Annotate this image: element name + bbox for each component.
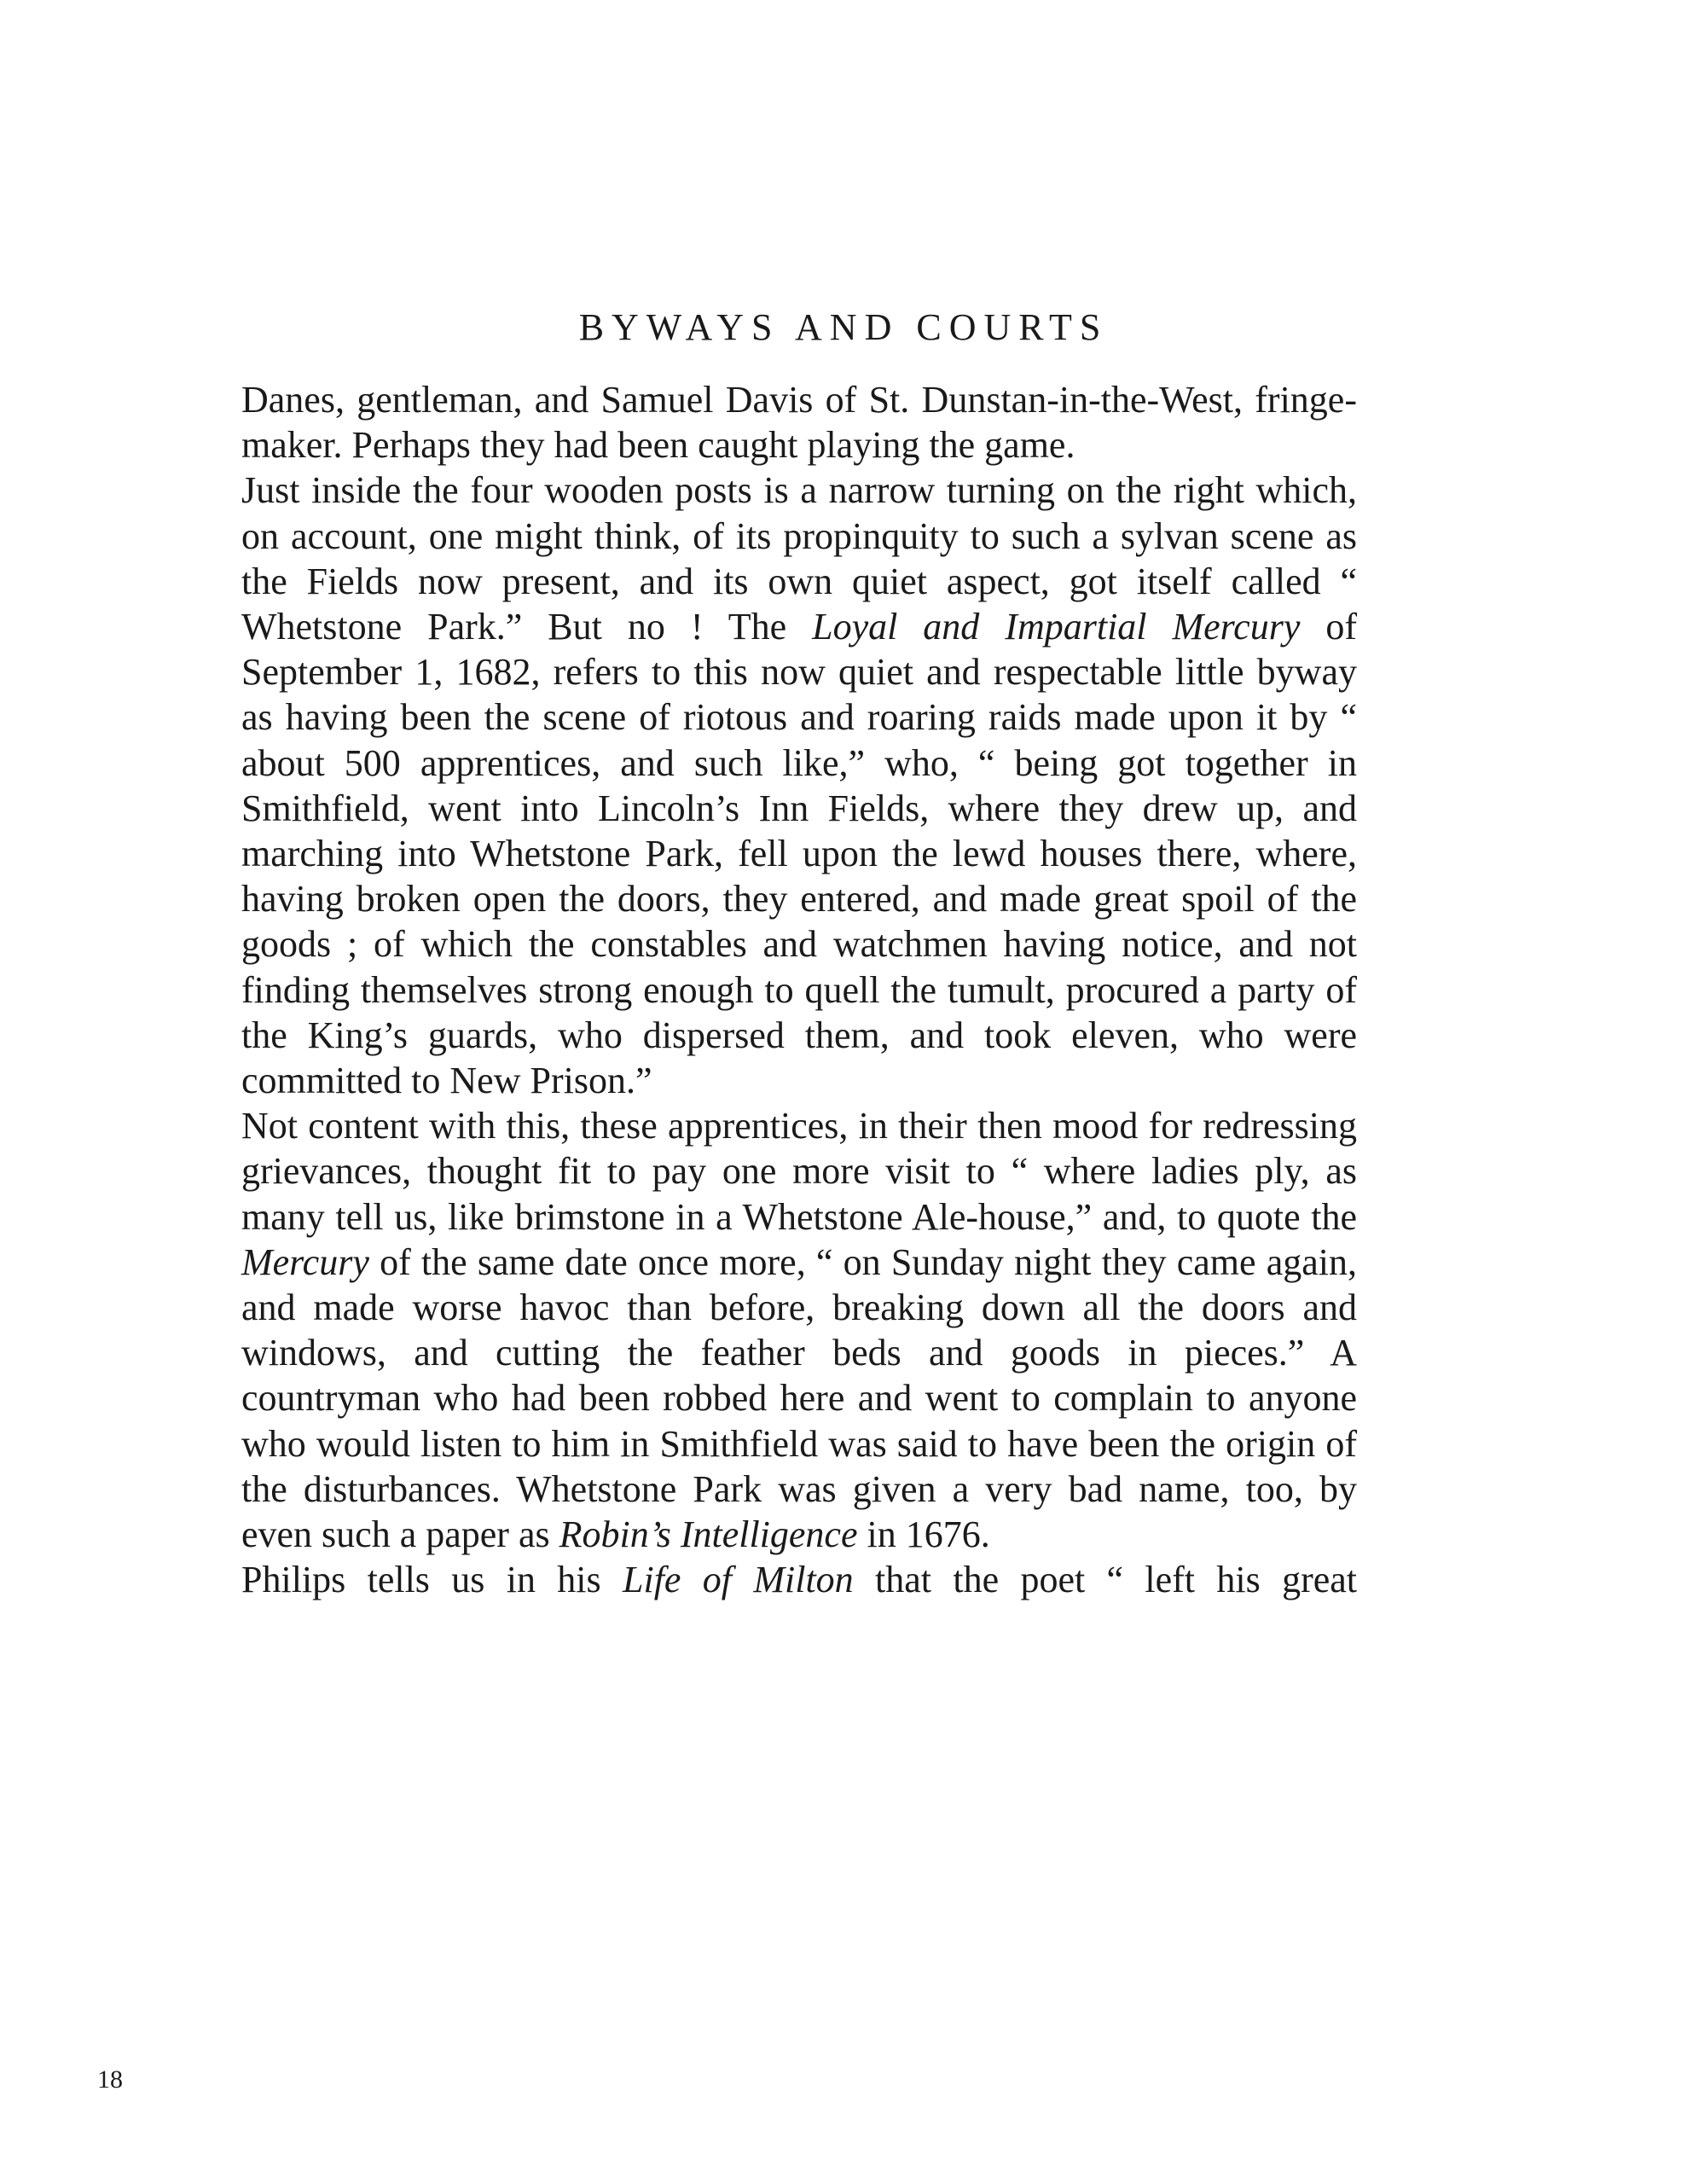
text-run: of September 1, 1682, refers to this now quiet and respectable little byway as having been the scene of riotous and roaring raids made upon it by “ about 500 apprentices, and such like,” who, “ being got together in Smithfield, went into Lincoln’s Inn Fields, where they drew up, and marching into Whetstone Park, fell upon the lewd houses there, where, having broken open the doors, they entered, and made great spoil of the goods ; of which the constables and watchmen having notice, and not finding themselves strong enough to quell the tumult, procured a party of the King’s guards, who dispersed them, and took eleven, who were committed to New Prison.” [241, 606, 1357, 1102]
paragraph-1 [241, 377, 1357, 468]
running-head: BYWAYS AND COURTS [578, 306, 1109, 348]
text-run: of the same date once more, “ on Sunday night they came again, and made worse havoc than before, breaking down all the doors and windows, and cutting the feather beds and goods in pieces.” A countryman who had been robbed here and went to complain to anyone who would listen to him in Smithfield was said to have been the origin of the disturbances. Whetstone Park was given a very bad name, too, by even such a paper as [241, 1240, 1357, 1556]
text-run: Philips tells us in his [241, 1559, 623, 1601]
paragraph-4-last-line [241, 1557, 1357, 1602]
text-run: Danes, gentleman, and Samuel Davis of St. Dunstan-in-the-West, fringe-maker. Perhaps they had been caught playing the game. [241, 379, 1357, 467]
text-run: Just inside the four wooden posts is a narrow turning on the right which, on account, one might think, of its propinquity to such a sylvan scene as the Fields now present, and its own quiet aspect, got itself called “ Whetstone Park.” But no ! The [241, 469, 1357, 648]
italic-title-loyal-impartial-mercury: Loyal and Impartial Mercury [812, 606, 1301, 648]
italic-title-life-of-milton: Life of Milton [623, 1559, 854, 1601]
page-number: 18 [97, 2065, 123, 2094]
text-run: Not content with this, these apprentices, in their then mood for redressing grievances, thought fit to pay one more visit to “ where ladies ply, as many tell us, like brimstone in a Whetstone Ale-house,” and, to quote the [241, 1105, 1357, 1238]
text-run: that the poet “ left his great [853, 1559, 1358, 1601]
paragraph-3 [241, 1103, 1357, 1557]
body-text [241, 377, 1357, 1602]
text-run: in 1676. [857, 1513, 990, 1556]
italic-title-robins-intelligence: Robin’s Intelligence [559, 1513, 858, 1556]
italic-title-mercury: Mercury [241, 1240, 369, 1283]
paragraph-2 [241, 468, 1357, 1103]
